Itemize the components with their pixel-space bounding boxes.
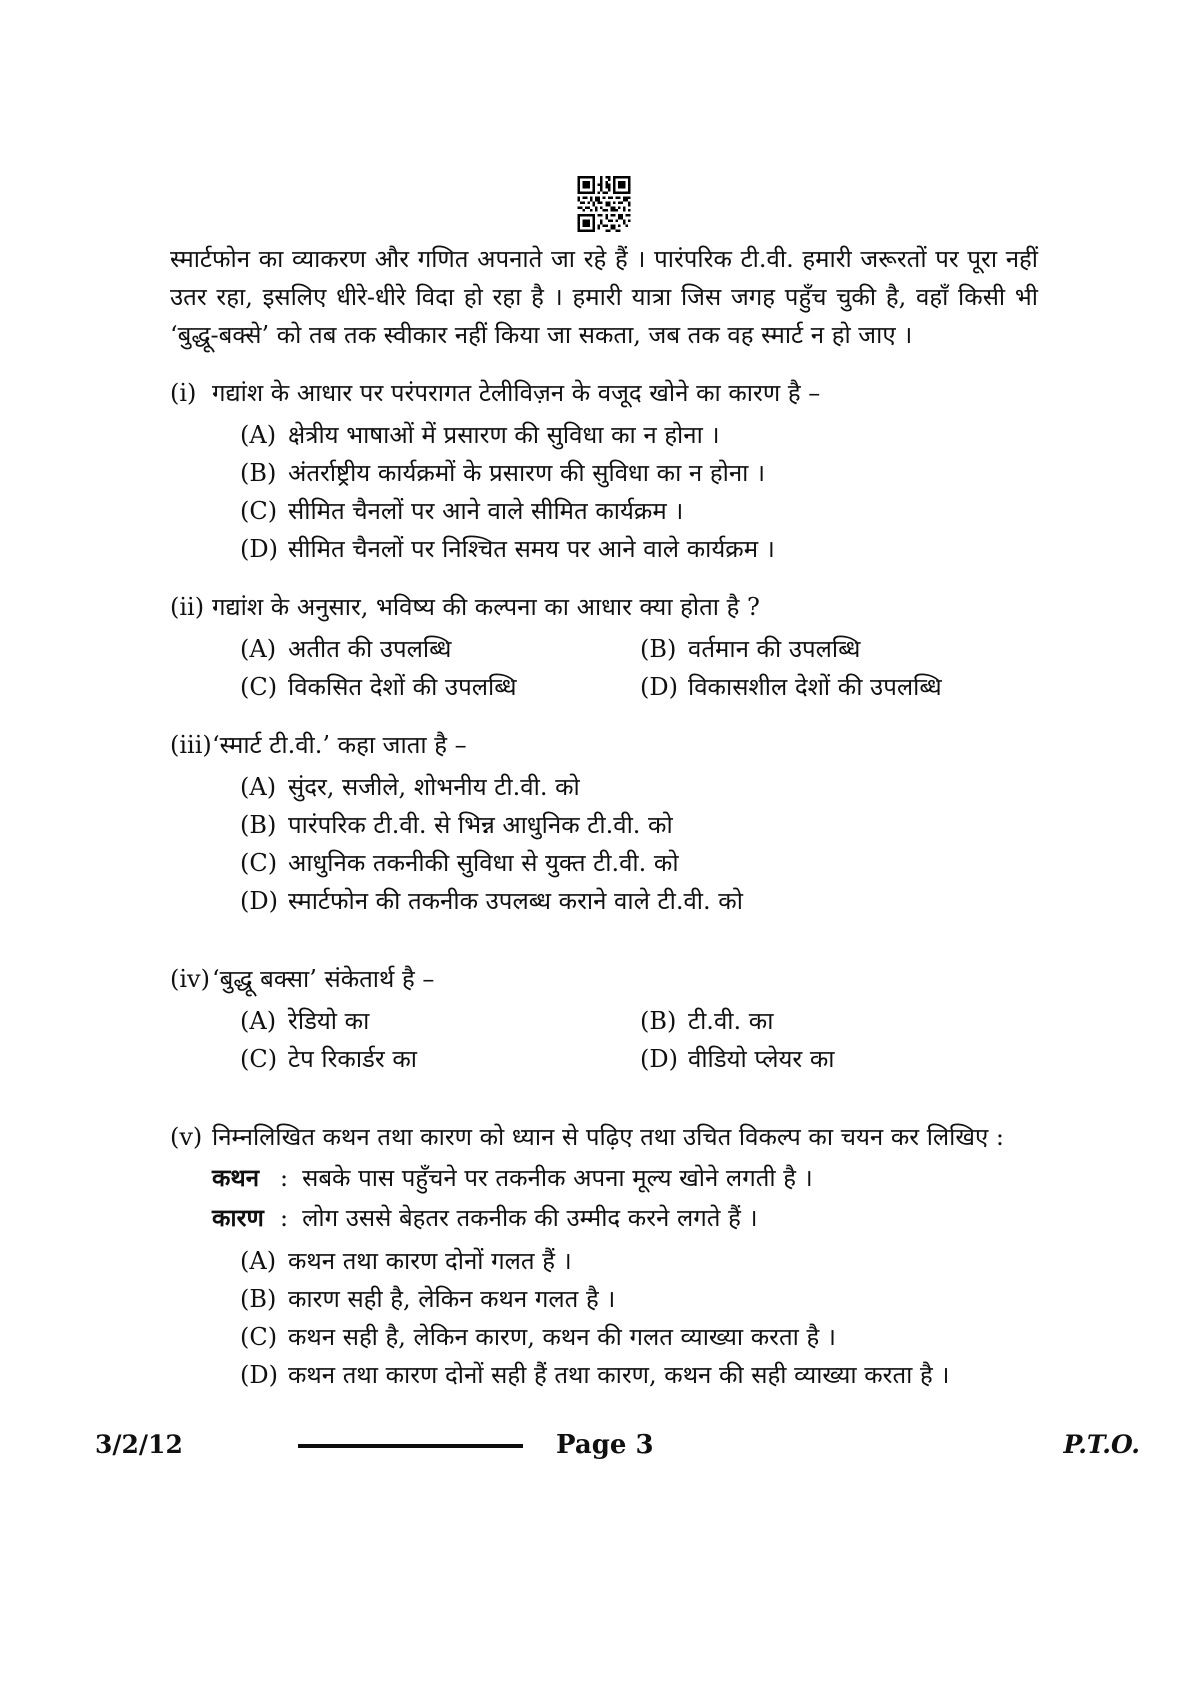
question-text: गद्यांश के अनुसार, भविष्य की कल्पना का आधार क्या होता है ? (212, 593, 760, 621)
option-letter: (D) (240, 1361, 278, 1389)
option-row (240, 668, 640, 706)
option-row (240, 1318, 1038, 1356)
option-text: कथन तथा कारण दोनों सही हैं तथा कारण, कथन की सही व्याख्या करता है । (288, 1361, 950, 1389)
options-list (240, 768, 1038, 920)
passage-line: ‘बुद्धू-बक्से’ को तब तक स्वीकार नहीं किया जा सकता, जब तक वह स्मार्ट न हो जाए । (170, 321, 913, 349)
option-row (640, 1002, 1038, 1040)
option-text: कथन तथा कारण दोनों गलत हैं । (288, 1247, 572, 1275)
option-row (240, 844, 1038, 882)
option-row (240, 416, 1038, 454)
option-row (240, 1242, 1038, 1280)
reason-label: कारण (212, 1203, 264, 1232)
option-text: कथन सही है, लेकिन कारण, कथन की गलत व्याख्या करता है । (288, 1323, 836, 1351)
option-row (240, 768, 1038, 806)
option-row (240, 1040, 640, 1078)
reason-text: लोग उससे बेहतर तकनीक की उम्मीद करने लगते हैं । (302, 1204, 758, 1232)
option-text: सीमित चैनलों पर निश्चित समय पर आने वाले कार्यक्रम । (288, 535, 775, 563)
option-letter: (B) (240, 1285, 277, 1313)
question-text: निम्नलिखित कथन तथा कारण को ध्यान से पढ़िए तथा उचित विकल्प का चयन कर लिखिए : (212, 1123, 1005, 1151)
question-v (170, 1118, 1038, 1394)
passage-line: उतर रहा, इसलिए धीरे-धीरे विदा हो रहा है । हमारी यात्रा जिस जगह पहुँच चुकी है, वहाँ किसी भी (170, 283, 1038, 311)
option-letter: (A) (240, 1247, 277, 1275)
passage-line: स्मार्टफोन का व्याकरण और गणित अपनाते जा रहे हैं । पारंपरिक टी.वी. हमारी जरूरतों पर पूरा नहीं (170, 245, 1038, 273)
option-text: विकासशील देशों की उपलब्धि (688, 673, 942, 701)
reason-row (212, 1198, 1038, 1238)
option-row (240, 882, 1038, 920)
question-text: ‘स्मार्ट टी.वी.’ कहा जाता है – (212, 731, 467, 759)
assertion-text: सबके पास पहुँचने पर तकनीक अपना मूल्य खोने लगती है । (302, 1164, 813, 1192)
question-text: गद्यांश के आधार पर परंपरागत टेलीविज़न के वजूद खोने का कारण है – (212, 379, 821, 407)
question-number: (v) (170, 1123, 203, 1151)
option-row (640, 1040, 1038, 1078)
qr-code-container (170, 0, 1038, 230)
colon-separator: : (280, 1204, 289, 1232)
option-letter: (D) (240, 887, 278, 915)
options-list (240, 1002, 1038, 1078)
option-text: कारण सही है, लेकिन कथन गलत है । (288, 1285, 616, 1313)
option-text: अतीत की उपलब्धि (288, 635, 452, 663)
option-letter: (B) (640, 635, 677, 663)
option-text: टी.वी. का (688, 1007, 774, 1035)
option-letter: (A) (240, 1007, 277, 1035)
option-letter: (B) (240, 459, 277, 487)
option-letter: (A) (240, 635, 277, 663)
option-text: पारंपरिक टी.वी. से भिन्न आधुनिक टी.वी. को (288, 811, 673, 839)
option-letter: (B) (640, 1007, 677, 1035)
option-letter: (A) (240, 421, 277, 449)
option-row (240, 1356, 1038, 1394)
option-text: टेप रिकार्डर का (288, 1045, 417, 1073)
option-row (640, 630, 1038, 668)
question-number: (iv) (170, 965, 210, 993)
option-row (240, 530, 1038, 568)
assertion-row (212, 1158, 1038, 1198)
option-letter: (D) (240, 535, 278, 563)
option-text: क्षेत्रीय भाषाओं में प्रसारण की सुविधा का न होना । (288, 421, 720, 449)
option-text: वर्तमान की उपलब्धि (688, 635, 861, 663)
option-letter: (D) (640, 673, 678, 701)
option-text: रेडियो का (288, 1007, 370, 1035)
options-list (240, 1242, 1038, 1394)
question-number: (ii) (170, 593, 205, 621)
option-letter: (C) (240, 849, 278, 877)
pto-label: P.T.O. (1063, 1430, 1140, 1459)
question-text: ‘बुद्धू बक्सा’ संकेतार्थ है – (212, 965, 435, 993)
reading-passage (170, 240, 1038, 354)
qr-code-icon (577, 176, 631, 232)
option-letter: (C) (240, 1045, 278, 1073)
question-number: (iii) (170, 731, 212, 759)
assertion-label: कथन (212, 1163, 260, 1192)
options-list (240, 630, 1038, 706)
option-row (240, 454, 1038, 492)
option-letter: (A) (240, 773, 277, 801)
option-text: आधुनिक तकनीकी सुविधा से युक्त टी.वी. को (288, 849, 679, 877)
page-content (170, 0, 1038, 1394)
option-letter: (C) (240, 1323, 278, 1351)
option-text: सुंदर, सजीले, शोभनीय टी.वी. को (288, 773, 580, 801)
page-number: Page 3 (556, 1430, 654, 1460)
page-footer (0, 1430, 1190, 1470)
colon-separator: : (280, 1164, 289, 1192)
option-row (240, 492, 1038, 530)
option-text: स्मार्टफोन की तकनीक उपलब्ध कराने वाले टी.वी. को (288, 887, 743, 915)
option-letter: (D) (640, 1045, 678, 1073)
question-i (170, 374, 1038, 568)
question-ii (170, 588, 1038, 706)
question-iii (170, 726, 1038, 920)
option-letter: (C) (240, 673, 278, 701)
assertion-reason-block (212, 1158, 1038, 1238)
option-row (240, 1280, 1038, 1318)
footer-rule (298, 1444, 523, 1448)
question-iv (170, 960, 1038, 1078)
option-letter: (C) (240, 497, 278, 525)
option-text: अंतर्राष्ट्रीय कार्यक्रमों के प्रसारण की सुविधा का न होना । (288, 459, 766, 487)
option-row (240, 630, 640, 668)
option-text: विकसित देशों की उपलब्धि (288, 673, 517, 701)
option-text: वीडियो प्लेयर का (688, 1045, 835, 1073)
paper-code: 3/2/12 (95, 1430, 183, 1459)
option-row (240, 1002, 640, 1040)
option-letter: (B) (240, 811, 277, 839)
option-row (640, 668, 1038, 706)
options-list (240, 416, 1038, 568)
question-number: (i) (170, 379, 197, 407)
option-text: सीमित चैनलों पर आने वाले सीमित कार्यक्रम । (288, 497, 684, 525)
option-row (240, 806, 1038, 844)
